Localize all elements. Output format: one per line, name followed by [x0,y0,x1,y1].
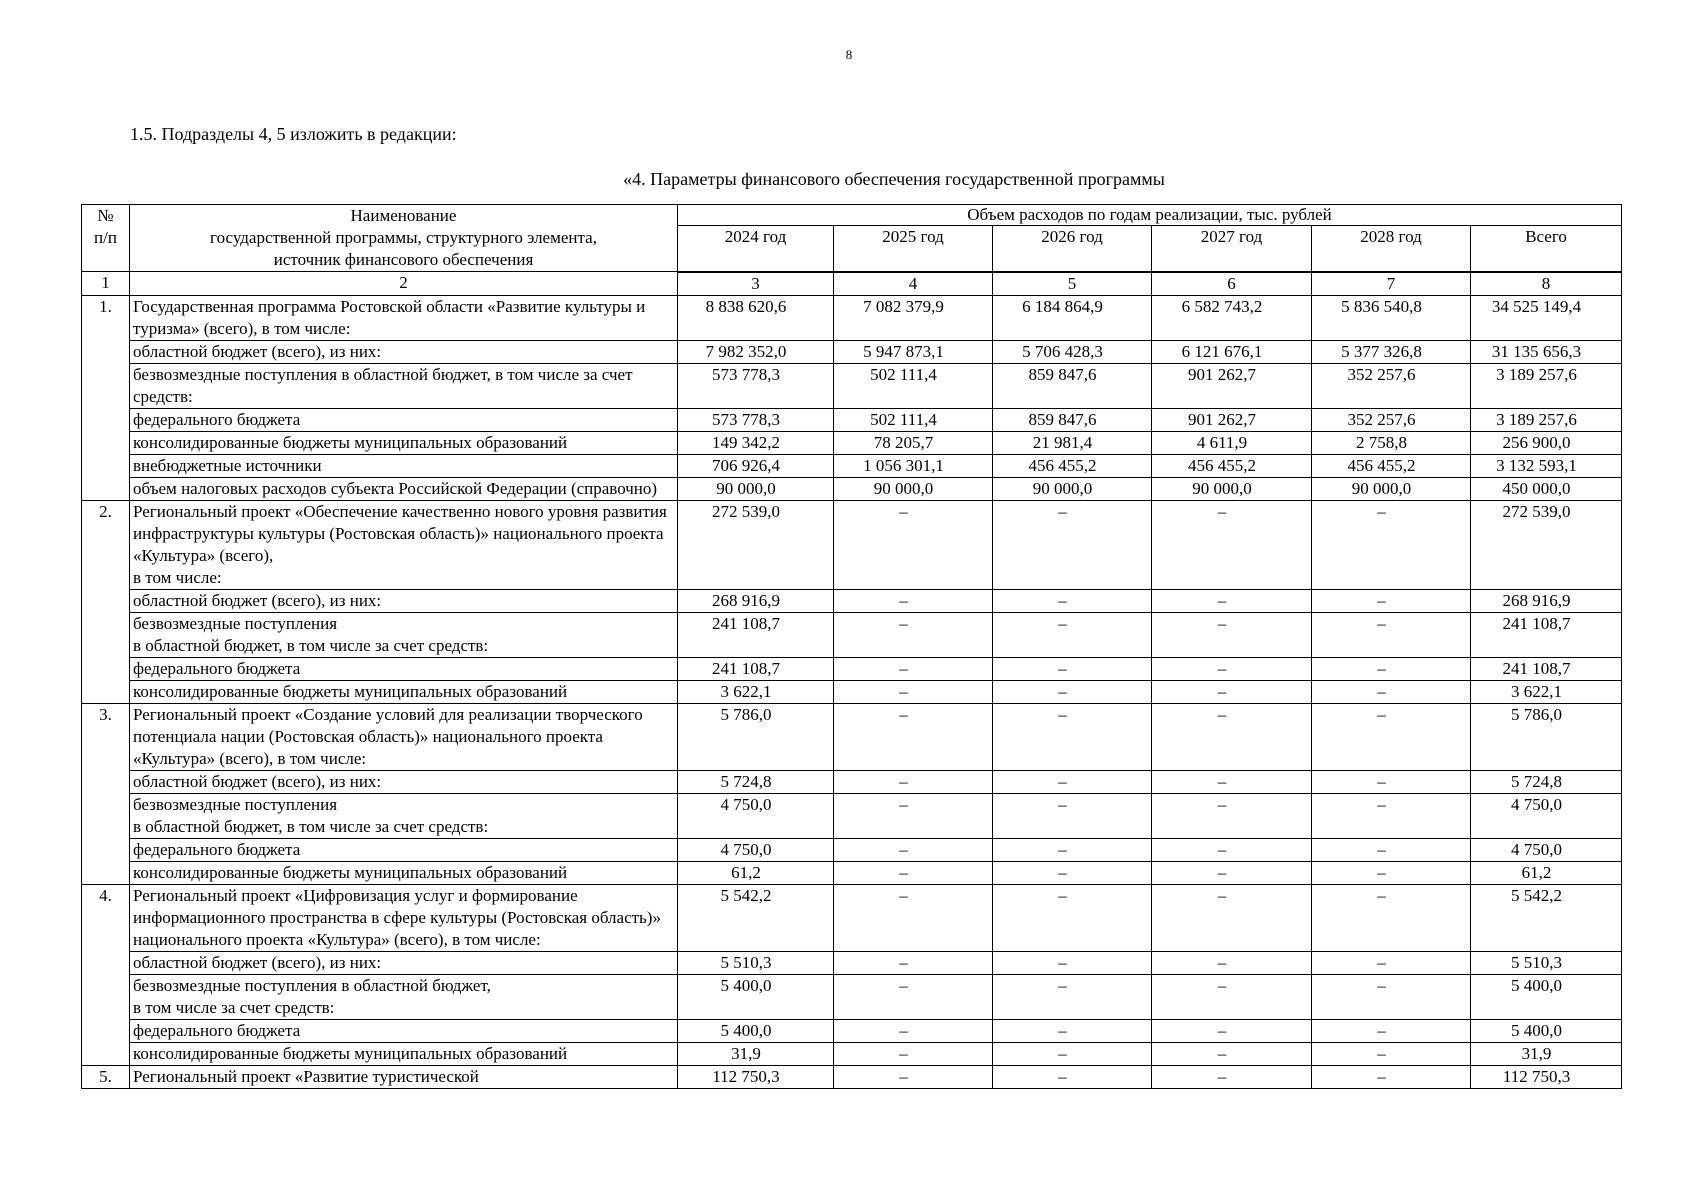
cell-year-value: 502 111,4 [834,408,993,431]
cell-year-value: 90 000,0 [678,477,834,500]
cell-year-value: – [834,770,993,793]
table-row [82,657,1622,680]
table-row [82,861,1622,884]
cell-year-value: – [1152,884,1312,951]
cell-year-value: 901 262,7 [1152,408,1312,431]
cell-year-value: 6 184 864,9 [993,295,1152,340]
cell-year-value: – [993,974,1152,1019]
row-name: безвозмездные поступления в областной бюджет, в том числе за счет средств: [130,974,678,1019]
cell-year-value: – [1312,861,1471,884]
row-name: областной бюджет (всего), из них: [130,589,678,612]
header-year-2025: 2025 год [834,226,993,272]
cell-year-value: – [1152,1019,1312,1042]
cell-total: 272 539,0 [1471,500,1622,589]
cell-year-value: – [1152,500,1312,589]
column-number: 1 [82,272,130,296]
cell-year-value: – [993,680,1152,703]
header-year-2027: 2027 год [1152,226,1312,272]
cell-year-value: – [1312,793,1471,838]
table-row [82,680,1622,703]
cell-total: 256 900,0 [1471,431,1622,454]
cell-year-value: 706 926,4 [678,454,834,477]
cell-total: 5 786,0 [1471,703,1622,770]
column-number: 7 [1312,272,1471,296]
cell-year-value: 5 400,0 [678,974,834,1019]
cell-year-value: 5 947 873,1 [834,340,993,363]
row-name: безвозмездные поступления в областной бюджет, в том числе за счет средств: [130,612,678,657]
row-name: безвозмездные поступления в областной бюджет, в том числе за счет средств: [130,363,678,408]
cell-year-value: – [993,1042,1152,1065]
cell-year-value: 573 778,3 [678,408,834,431]
row-name: федерального бюджета [130,408,678,431]
cell-total: 241 108,7 [1471,612,1622,657]
cell-year-value: 7 082 379,9 [834,295,993,340]
cell-year-value: 241 108,7 [678,612,834,657]
header-name-column: Наименование государственной программы, структурного элемента, источник финансового обеспечения [130,205,678,272]
cell-year-value: – [834,838,993,861]
cell-total: 5 542,2 [1471,884,1622,951]
cell-year-value: 61,2 [678,861,834,884]
cell-total: 5 724,8 [1471,770,1622,793]
cell-year-value: 5 400,0 [678,1019,834,1042]
cell-year-value: 352 257,6 [1312,408,1471,431]
table-row [82,974,1622,1019]
cell-year-value: – [834,793,993,838]
table-row [82,1019,1622,1042]
row-number: 1. [82,295,130,500]
cell-year-value: – [834,1065,993,1088]
row-name: Региональный проект «Обеспечение качественно нового уровня развития инфраструктуры культуры (Ростовская область)» национального проекта «Культура» (всего), в том числе: [130,500,678,589]
cell-year-value: – [1312,612,1471,657]
cell-year-value: – [1312,657,1471,680]
cell-year-value: – [834,1042,993,1065]
cell-year-value: 5 836 540,8 [1312,295,1471,340]
cell-total: 3 132 593,1 [1471,454,1622,477]
cell-year-value: – [993,500,1152,589]
cell-year-value: 112 750,3 [678,1065,834,1088]
intro-paragraph: 1.5. Подразделы 4, 5 изложить в редакции: [130,124,457,144]
cell-year-value: – [1312,589,1471,612]
row-name: объем налоговых расходов субъекта Российской Федерации (справочно) [130,477,678,500]
cell-year-value: – [834,589,993,612]
cell-year-value: – [1312,703,1471,770]
cell-year-value: 90 000,0 [993,477,1152,500]
header-number-column: № п/п [82,205,130,272]
cell-year-value: – [993,1019,1152,1042]
cell-year-value: 4 750,0 [678,793,834,838]
cell-year-value: – [1312,951,1471,974]
cell-year-value: – [993,951,1152,974]
cell-year-value: – [1152,680,1312,703]
cell-year-value: – [1152,838,1312,861]
cell-year-value: – [1312,680,1471,703]
cell-year-value: – [993,703,1152,770]
row-name: Региональный проект «Развитие туристической [130,1065,678,1088]
table-row [82,793,1622,838]
table-row [82,770,1622,793]
table-row [82,838,1622,861]
cell-total: 3 189 257,6 [1471,363,1622,408]
cell-total: 4 750,0 [1471,838,1622,861]
cell-year-value: – [1312,838,1471,861]
cell-year-value: 502 111,4 [834,363,993,408]
cell-year-value: – [993,838,1152,861]
cell-year-value: – [834,612,993,657]
cell-total: 5 400,0 [1471,974,1622,1019]
table-row [82,363,1622,408]
header-expense-group: Объем расходов по годам реализации, тыс. рублей [678,205,1622,226]
cell-year-value: 5 786,0 [678,703,834,770]
cell-year-value: – [1152,974,1312,1019]
table-row [82,1042,1622,1065]
cell-year-value: 5 724,8 [678,770,834,793]
cell-total: 450 000,0 [1471,477,1622,500]
cell-year-value: 2 758,8 [1312,431,1471,454]
row-name: консолидированные бюджеты муниципальных образований [130,861,678,884]
cell-year-value: 6 121 676,1 [1152,340,1312,363]
cell-year-value: 5 510,3 [678,951,834,974]
row-number: 3. [82,703,130,884]
cell-year-value: 268 916,9 [678,589,834,612]
cell-year-value: 8 838 620,6 [678,295,834,340]
column-number: 4 [834,272,993,296]
cell-year-value: – [834,951,993,974]
cell-total: 3 189 257,6 [1471,408,1622,431]
cell-year-value: – [834,500,993,589]
cell-year-value: – [993,589,1152,612]
row-name: Региональный проект «Цифровизация услуг и формирование информационного пространства в сфере культуры (Ростовская область)» национального проекта «Культура» (всего), в том числе: [130,884,678,951]
cell-year-value: – [993,861,1152,884]
cell-year-value: 5 542,2 [678,884,834,951]
cell-year-value: – [1312,1019,1471,1042]
table-row [82,1065,1622,1088]
table-row [82,454,1622,477]
row-name: Региональный проект «Создание условий для реализации творческого потенциала нации (Ростовская область)» национального проекта «Культура» (всего), в том числе: [130,703,678,770]
cell-year-value: – [834,974,993,1019]
cell-year-value: – [1312,1065,1471,1088]
row-number: 4. [82,884,130,1065]
row-name: Государственная программа Ростовской области «Развитие культуры и туризма» (всего), в том числе: [130,295,678,340]
section-title: «4. Параметры финансового обеспечения государственной программы [623,169,1165,189]
row-name: внебюджетные источники [130,454,678,477]
cell-total: 268 916,9 [1471,589,1622,612]
cell-year-value: – [834,884,993,951]
table-row [82,703,1622,770]
cell-total: 31,9 [1471,1042,1622,1065]
cell-year-value: 90 000,0 [1312,477,1471,500]
column-number: 8 [1471,272,1622,296]
cell-total: 3 622,1 [1471,680,1622,703]
cell-year-value: 4 750,0 [678,838,834,861]
cell-total: 112 750,3 [1471,1065,1622,1088]
cell-year-value: – [1152,951,1312,974]
row-name: консолидированные бюджеты муниципальных образований [130,680,678,703]
cell-year-value: 78 205,7 [834,431,993,454]
page-number: 8 [845,47,853,62]
column-number: 6 [1152,272,1312,296]
cell-year-value: 21 981,4 [993,431,1152,454]
header-year-2028: 2028 год [1312,226,1471,272]
cell-year-value: 4 611,9 [1152,431,1312,454]
cell-year-value: – [1312,884,1471,951]
cell-year-value: 6 582 743,2 [1152,295,1312,340]
row-number: 5. [82,1065,130,1088]
cell-year-value: – [1152,861,1312,884]
cell-year-value: – [1152,770,1312,793]
cell-year-value: – [1152,1065,1312,1088]
cell-year-value: – [1152,1042,1312,1065]
cell-year-value: 901 262,7 [1152,363,1312,408]
header-year-2026: 2026 год [993,226,1152,272]
cell-year-value: – [1152,657,1312,680]
table-row [82,431,1622,454]
cell-year-value: 90 000,0 [1152,477,1312,500]
cell-total: 61,2 [1471,861,1622,884]
cell-year-value: 5 377 326,8 [1312,340,1471,363]
table-row [82,589,1622,612]
table-row [82,477,1622,500]
cell-year-value: – [1312,770,1471,793]
column-number: 5 [993,272,1152,296]
cell-year-value: 1 056 301,1 [834,454,993,477]
cell-year-value: – [834,657,993,680]
financing-table [81,204,1622,1089]
column-number-row [82,272,1622,296]
table-row [82,884,1622,951]
cell-year-value: 5 706 428,3 [993,340,1152,363]
cell-total: 4 750,0 [1471,793,1622,838]
cell-year-value: 573 778,3 [678,363,834,408]
cell-year-value: 272 539,0 [678,500,834,589]
cell-year-value: – [834,861,993,884]
cell-year-value: – [1312,974,1471,1019]
cell-year-value: 3 622,1 [678,680,834,703]
row-name: федерального бюджета [130,657,678,680]
cell-total: 5 400,0 [1471,1019,1622,1042]
row-name: консолидированные бюджеты муниципальных образований [130,1042,678,1065]
cell-year-value: 241 108,7 [678,657,834,680]
row-name: федерального бюджета [130,1019,678,1042]
row-name: областной бюджет (всего), из них: [130,770,678,793]
cell-year-value: – [993,793,1152,838]
cell-year-value: 456 455,2 [1152,454,1312,477]
cell-year-value: – [834,1019,993,1042]
row-name: безвозмездные поступления в областной бюджет, в том числе за счет средств: [130,793,678,838]
cell-year-value: – [834,703,993,770]
cell-total: 241 108,7 [1471,657,1622,680]
cell-year-value: 859 847,6 [993,408,1152,431]
table-row [82,295,1622,340]
cell-year-value: – [1312,500,1471,589]
cell-year-value: – [993,1065,1152,1088]
cell-year-value: – [1152,793,1312,838]
cell-year-value: 859 847,6 [993,363,1152,408]
row-name: федерального бюджета [130,838,678,861]
cell-year-value: 90 000,0 [834,477,993,500]
cell-year-value: – [993,657,1152,680]
cell-year-value: – [1152,589,1312,612]
cell-year-value: – [1152,703,1312,770]
cell-year-value: – [993,884,1152,951]
table-row [82,612,1622,657]
cell-year-value: 31,9 [678,1042,834,1065]
cell-year-value: – [1312,1042,1471,1065]
cell-total: 5 510,3 [1471,951,1622,974]
table-row [82,500,1622,589]
column-number: 2 [130,272,678,296]
table-row [82,340,1622,363]
cell-year-value: 149 342,2 [678,431,834,454]
table-row [82,408,1622,431]
header-year-2024: 2024 год [678,226,834,272]
column-number: 3 [678,272,834,296]
cell-year-value: – [993,612,1152,657]
cell-total: 31 135 656,3 [1471,340,1622,363]
row-name: областной бюджет (всего), из них: [130,340,678,363]
cell-total: 34 525 149,4 [1471,295,1622,340]
header-total: Всего [1471,226,1622,272]
cell-year-value: 7 982 352,0 [678,340,834,363]
cell-year-value: – [1152,612,1312,657]
cell-year-value: 352 257,6 [1312,363,1471,408]
row-number: 2. [82,500,130,703]
row-name: областной бюджет (всего), из них: [130,951,678,974]
row-name: консолидированные бюджеты муниципальных образований [130,431,678,454]
table-row [82,951,1622,974]
cell-year-value: – [993,770,1152,793]
cell-year-value: 456 455,2 [1312,454,1471,477]
table-body [82,272,1622,1089]
cell-year-value: – [834,680,993,703]
cell-year-value: 456 455,2 [993,454,1152,477]
